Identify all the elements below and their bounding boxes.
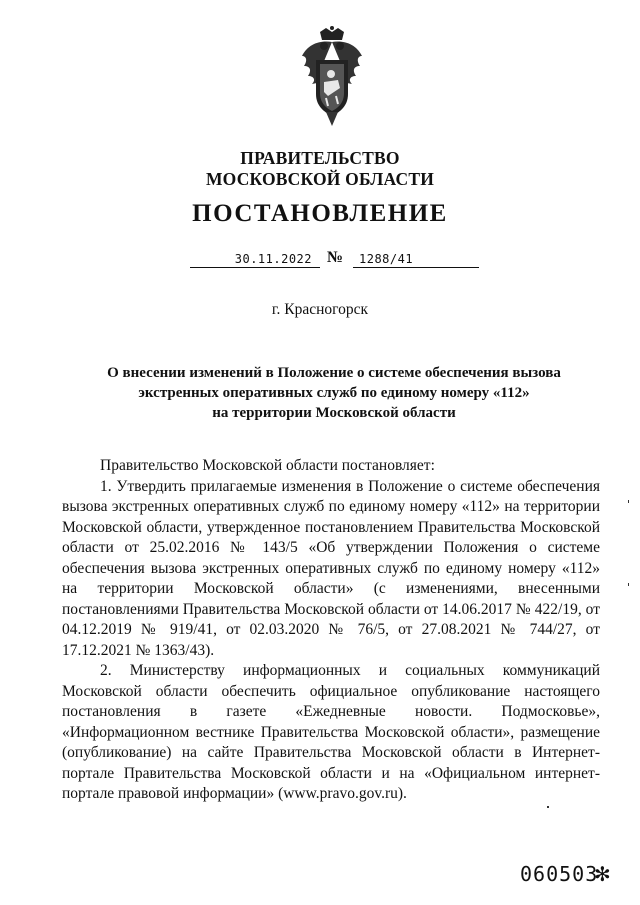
date-number-line	[190, 249, 490, 272]
body-intro: Правительство Московской области постановляет:	[100, 457, 435, 474]
subject-line-1: О внесении изменений в Положение о системе обеспечения вызова	[107, 365, 561, 381]
subject-line-2: экстренных оперативных служб по единому номеру «112»	[138, 385, 530, 401]
subject-line-3: на территории Московской области	[212, 405, 456, 421]
government-heading	[0, 148, 640, 190]
scan-mark	[628, 583, 629, 586]
decree-number: 1288/41	[353, 252, 479, 268]
coat-of-arms-icon	[298, 26, 366, 130]
serial-number: 060503	[520, 862, 599, 886]
body-paragraph-2: 2. Министерству информационных и социальных коммуникаций Московской области обеспечить официальное опубликование настоящего постановления в газете «Ежедневные новости. Подмосковье», «Информационном вестнике Правительства Московской области», размещение (опубликование) на сайте Правительства Московской области в Интернет-портале Правительства Московской области и на «Официальном интернет-портале правовой информации» (www.pravo.gov.ru).	[62, 662, 600, 802]
decree-subject	[90, 363, 578, 423]
government-line-2: МОСКОВСКОЙ ОБЛАСТИ	[205, 169, 435, 189]
decree-date: 30.11.2022	[190, 252, 320, 268]
decree-body	[62, 456, 600, 805]
number-sign: №	[327, 249, 344, 266]
body-paragraph-1: 1. Утвердить прилагаемые изменения в Положение о системе обеспечения вызова экстренных оперативных служб по единому номеру «112» на территории Московской области, утвержденное постановлением Правительства Московской области от 25.02.2016 № 143/5 «Об утверждении Положения о системе обеспечения вызова экстренных оперативных служб по единому номеру «112» на территории Московской области» (с изменениями, внесенными постановлениями Правительства Московской области от 14.06.2017 № 422/19, от 04.12.2019 № 919/41, от 02.03.2020 № 76/5, от 27.08.2021 № 744/27, от 17.12.2021 № 1363/43).	[62, 477, 600, 659]
scan-mark	[628, 500, 629, 503]
scan-mark	[547, 806, 549, 808]
government-line-1: ПРАВИТЕЛЬСТВО	[240, 148, 400, 168]
document-type-title: ПОСТАНОВЛЕНИЕ	[192, 200, 448, 227]
asterisk-icon: ✻	[594, 864, 611, 886]
city-line: г. Красногорск	[271, 301, 369, 318]
